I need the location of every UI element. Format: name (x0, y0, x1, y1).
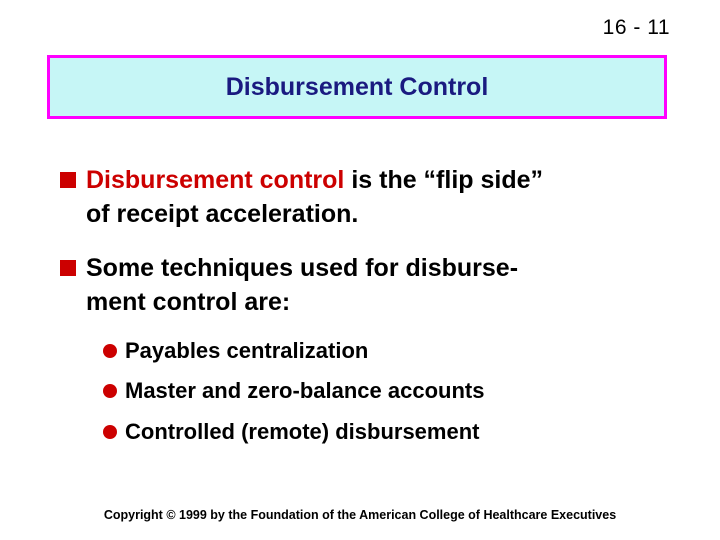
title-box (47, 55, 667, 119)
bullet-1-highlight: Disbursement control (86, 166, 345, 194)
slide-title: Disbursement Control (225, 72, 489, 101)
round-bullet-icon (103, 425, 117, 439)
square-bullet-icon (60, 260, 76, 276)
square-bullet-icon (60, 172, 76, 188)
bullet-1-line1-rest: is the “flip side” (344, 166, 544, 194)
bullet-1-line2: of receipt acceleration. (86, 200, 359, 228)
copyright-footer: Copyright © 1999 by the Foundation of the American College of Healthcare Executives (103, 508, 617, 522)
sub-bullet-2 (103, 376, 484, 406)
bullet-1-text (60, 163, 680, 231)
sub-bullet-2-text: Master and zero-balance accounts (125, 378, 485, 403)
bullet-1 (60, 163, 680, 231)
round-bullet-icon (103, 344, 117, 358)
round-bullet-icon (103, 384, 117, 398)
bullet-2 (60, 251, 680, 319)
bullet-2-text (60, 251, 680, 319)
bullet-2-line2: ment control are: (86, 288, 291, 316)
sub-bullet-1 (103, 336, 368, 366)
sub-bullet-3 (103, 417, 479, 447)
sub-bullet-1-text: Payables centralization (125, 338, 369, 363)
slide-number: 16 - 11 (602, 16, 670, 39)
bullet-2-line1: Some techniques used for disburse- (86, 254, 519, 282)
sub-bullet-3-text: Controlled (remote) disbursement (125, 419, 480, 444)
